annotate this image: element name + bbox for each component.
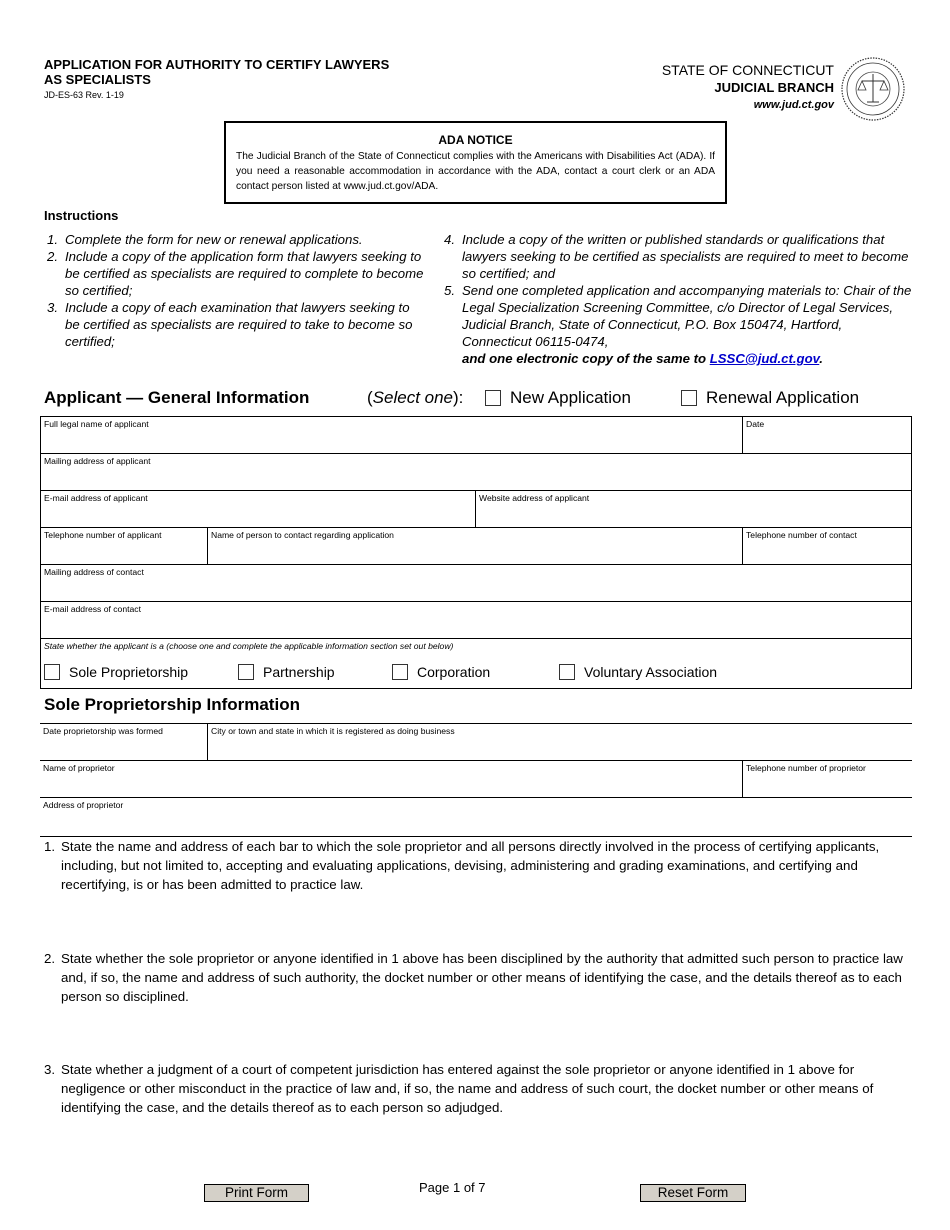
proprietor-telephone-input[interactable]: [746, 777, 909, 795]
sole-proprietorship-option[interactable]: Sole Proprietorship: [44, 664, 188, 680]
website-field[interactable]: Website address of applicant: [475, 490, 912, 528]
email-field[interactable]: E-mail address of applicant: [40, 490, 476, 528]
website-url: www.jud.ct.gov: [753, 99, 834, 111]
instructions-title: Instructions: [44, 208, 119, 223]
entity-type-field: State whether the applicant is a (choose one and complete the applicable information section set out below): [40, 638, 912, 689]
instruction-item: 5. Send one completed application and accompanying materials to: Chair of the Legal Specialization Screening Committee, c/o Director of Legal Services, Judicial Branch, State of Connecticut, P.O. Box 150474, Hartford, Connecticut 06115-0474,: [444, 283, 912, 349]
proprietor-address-field[interactable]: Address of proprietor: [40, 797, 912, 837]
select-one-label: (Select one):: [367, 388, 464, 407]
date-formed-input[interactable]: [43, 740, 204, 758]
new-application-option[interactable]: New Application: [485, 388, 631, 408]
contact-mailing-field[interactable]: Mailing address of contact: [40, 564, 912, 602]
website-input[interactable]: [479, 507, 908, 525]
contact-telephone-field[interactable]: Telephone number of contact: [742, 527, 912, 565]
question-1[interactable]: 1. State the name and address of each bar to which the sole proprietor and all persons directly involved in the process of certifying applicants, including, but not limited to, accepting and evaluating applications, devising, administering and grading examinations, and certifying and recertifying, is or has been admitted to practice law.: [44, 839, 880, 892]
instruction-item: 4. Include a copy of the written or published standards or qualifications that lawyers seeking to be certified as specialists are required to meet to become so certified; and: [444, 232, 909, 281]
city-state-input[interactable]: [211, 740, 909, 758]
voluntary-association-checkbox[interactable]: [559, 664, 575, 680]
contact-name-field[interactable]: Name of person to contact regarding application: [207, 527, 743, 565]
full-name-field[interactable]: Full legal name of applicant: [40, 416, 743, 454]
date-formed-field[interactable]: Date proprietorship was formed: [40, 723, 208, 761]
instruction-item: 3. Include a copy of each examination that lawyers seeking to be certified as specialists are required to take to become so certified;: [47, 300, 413, 349]
renewal-application-option[interactable]: Renewal Application: [681, 388, 859, 408]
mailing-address-input[interactable]: [44, 470, 908, 488]
instruction-item: 2. Include a copy of the application form that lawyers seeking to be certified as specialists are required to complete to become so certified;: [47, 249, 424, 298]
city-state-field[interactable]: City or town and state in which it is registered as doing business: [207, 723, 912, 761]
ada-notice: [224, 121, 727, 204]
proprietor-name-input[interactable]: [43, 777, 739, 795]
question-3[interactable]: 3. State whether a judgment of a court of competent jurisdiction has entered against the sole proprietor or anyone identified in 1 above for negligence or other misconduct in the practice of law and, if so, the name and address of such court, the docket number or other means of identifying the case, and the details thereof as to each person so adjudged.: [44, 1062, 874, 1115]
contact-email-field[interactable]: E-mail address of contact: [40, 601, 912, 639]
full-name-input[interactable]: [44, 433, 739, 451]
contact-name-input[interactable]: [211, 544, 739, 562]
telephone-input[interactable]: [44, 544, 204, 562]
instructions-right: [444, 231, 912, 367]
partnership-checkbox[interactable]: [238, 664, 254, 680]
proprietor-address-input[interactable]: [43, 816, 909, 834]
question-2[interactable]: 2. State whether the sole proprietor or anyone identified in 1 above has been disciplined by the authority that admitted such person to practice law and, if so, the name and address of such authority, the docket number or other means of identifying the case, and the details thereof as to each person so disciplined.: [44, 951, 903, 1004]
instruction-item: 1. Complete the form for new or renewal applications.: [47, 232, 363, 247]
partnership-option[interactable]: Partnership: [238, 664, 335, 680]
instruction-electronic: and one electronic copy of the same to LSSC@jud.ct.gov.: [462, 351, 823, 366]
applicant-section-title: Applicant — General Information: [44, 388, 310, 407]
proprietor-name-field[interactable]: Name of proprietor: [40, 760, 743, 798]
form-code: JD-ES-63 Rev. 1-19: [44, 90, 124, 100]
date-input[interactable]: [746, 433, 908, 451]
state-name: STATE OF CONNECTICUT: [661, 62, 834, 78]
renewal-application-checkbox[interactable]: [681, 390, 697, 406]
contact-telephone-input[interactable]: [746, 544, 908, 562]
form-title: APPLICATION FOR AUTHORITY TO CERTIFY LAWYERS AS SPECIALISTS: [44, 57, 390, 87]
branch-name: JUDICIAL BRANCH: [714, 80, 834, 95]
ada-text: The Judicial Branch of the State of Connecticut complies with the Americans with Disabilities Act (ADA). If you need a reasonable accommodation in accordance with the ADA, contact a court clerk or an ADA contact person listed at www.jud.ct.gov/ADA.: [236, 151, 715, 192]
mailing-address-field[interactable]: Mailing address of applicant: [40, 453, 912, 491]
voluntary-association-option[interactable]: Voluntary Association: [559, 664, 717, 680]
contact-email-input[interactable]: [44, 618, 908, 636]
state-seal-icon: [840, 56, 906, 122]
proprietor-telephone-field[interactable]: Telephone number of proprietor: [742, 760, 912, 798]
print-form-button[interactable]: Print Form: [204, 1184, 309, 1202]
sole-proprietorship-title: Sole Proprietorship Information: [44, 695, 300, 714]
sole-proprietorship-checkbox[interactable]: [44, 664, 60, 680]
ada-title: ADA NOTICE: [438, 133, 513, 147]
reset-form-button[interactable]: Reset Form: [640, 1184, 746, 1202]
corporation-checkbox[interactable]: [392, 664, 408, 680]
telephone-field[interactable]: Telephone number of applicant: [40, 527, 208, 565]
instructions-left: [47, 231, 427, 350]
email-input[interactable]: [44, 507, 472, 525]
new-application-checkbox[interactable]: [485, 390, 501, 406]
contact-mailing-input[interactable]: [44, 581, 908, 599]
lssc-email-link[interactable]: LSSC@jud.ct.gov: [709, 351, 820, 366]
page-number: Page 1 of 7: [419, 1180, 486, 1195]
date-field[interactable]: Date: [742, 416, 912, 454]
corporation-option[interactable]: Corporation: [392, 664, 490, 680]
